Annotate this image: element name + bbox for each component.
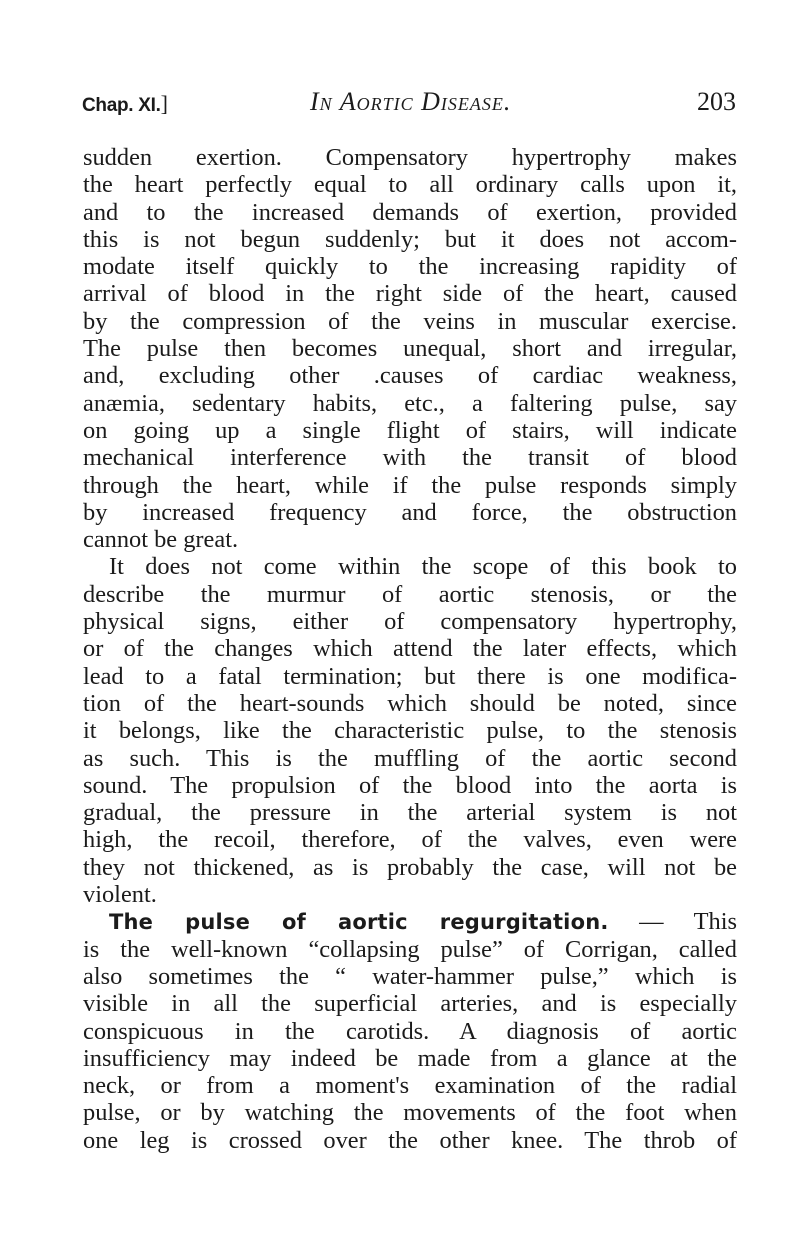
heading-tail: — This	[608, 908, 737, 936]
text-line: they not thickened, as is probably the case, will not be	[83, 853, 737, 881]
text-line: and, excluding other .causes of cardiac weakness,	[83, 362, 737, 390]
text-line: gradual, the pressure in the arterial system is not	[83, 799, 737, 827]
text-line: cannot be great.	[83, 526, 239, 554]
running-head	[82, 85, 736, 119]
text-line: sound. The propulsion of the blood into the aorta is	[83, 771, 737, 799]
body-text	[83, 144, 737, 1154]
text-line: sudden exertion. Compensatory hypertrophy makes	[83, 144, 737, 171]
text-line: anæmia, sedentary habits, etc., a faltering pulse, say	[83, 389, 737, 417]
text-line: mechanical interference with the transit of blood	[83, 444, 737, 472]
text-line: modate itself quickly to the increasing rapidity of	[83, 253, 737, 281]
text-line: conspicuous in the carotids. A diagnosis of aortic	[83, 1017, 737, 1045]
text-line: and to the increased demands of exertion, provided	[83, 198, 737, 226]
text-line: one leg is crossed over the other knee. The throb of	[83, 1126, 737, 1154]
text-line: lead to a fatal termination; but there is one modifica-	[83, 662, 737, 690]
paragraph-2	[83, 553, 737, 908]
text-line: arrival of blood in the right side of the heart, caused	[83, 280, 737, 308]
chapter-label: Chap. XI.]	[82, 91, 168, 116]
text-line: it belongs, like the characteristic pulse, to the stenosis	[83, 717, 737, 745]
text-line: on going up a single flight of stairs, will indicate	[83, 416, 737, 444]
text-line: pulse, or by watching the movements of the foot when	[83, 1099, 737, 1127]
text-line: this is not begun suddenly; but it does not accom-	[83, 225, 737, 253]
text-line: violent.	[83, 881, 157, 909]
text-line: It does not come within the scope of this book to	[109, 553, 737, 581]
text-line: visible in all the superficial arteries, and is especially	[83, 990, 737, 1018]
text-line: describe the murmur of aortic stenosis, or the	[83, 580, 737, 608]
text-line: high, the recoil, therefore, of the valves, even were	[83, 826, 737, 854]
text-line: physical signs, either of compensatory hypertrophy,	[83, 608, 737, 636]
running-title: In Aortic Disease.	[310, 87, 512, 116]
page-number: 203	[697, 87, 736, 116]
paragraph-3	[83, 908, 737, 1154]
section-heading: The pulse of aortic regurgitation.	[109, 910, 609, 935]
heading-line	[83, 908, 737, 935]
text-line: also sometimes the “ water-hammer pulse,” which is	[83, 962, 737, 990]
text-line: through the heart, while if the pulse responds simply	[83, 471, 737, 499]
text-line: or of the changes which attend the later effects, which	[83, 635, 737, 663]
text-line: is the well-known “collapsing pulse” of Corrigan, called	[83, 935, 737, 963]
text-line: The pulse then becomes unequal, short and irregular,	[83, 335, 737, 363]
text-line: by increased frequency and force, the obstruction	[83, 498, 737, 526]
text-line: insufficiency may indeed be made from a glance at the	[83, 1044, 737, 1072]
chapter-bracket: ]	[160, 91, 168, 116]
text-line: as such. This is the muffling of the aortic second	[83, 744, 737, 772]
text-line: by the compression of the veins in muscular exercise.	[83, 307, 737, 335]
text-line: tion of the heart-sounds which should be noted, since	[83, 689, 737, 717]
paragraph-1	[83, 144, 737, 553]
text-line: neck, or from a moment's examination of the radial	[83, 1072, 737, 1100]
text-line: the heart perfectly equal to all ordinary calls upon it,	[83, 171, 737, 199]
